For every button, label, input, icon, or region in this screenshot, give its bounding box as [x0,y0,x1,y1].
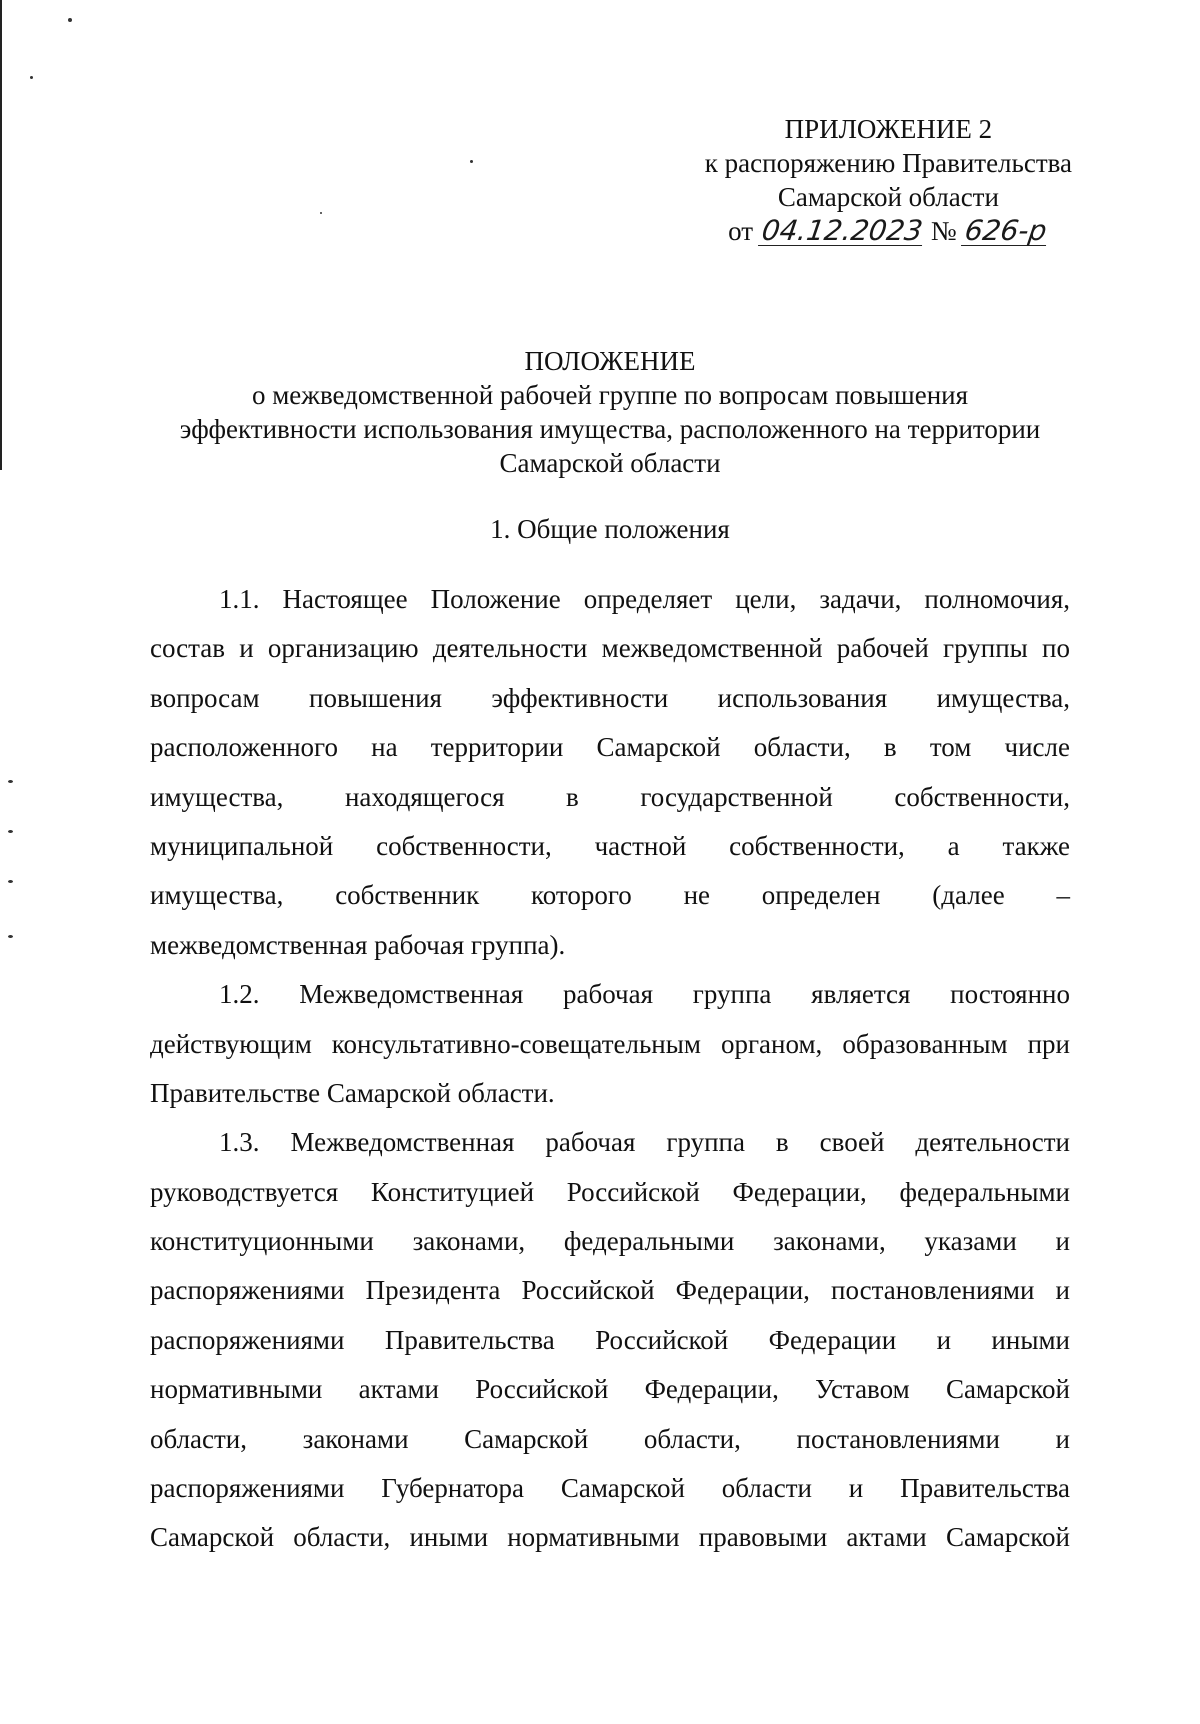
title-line: Самарской области [499,448,721,478]
appendix-reference: к распоряжению Правительства [704,148,1072,178]
scan-speck [320,212,322,214]
scan-speck [8,780,13,783]
text-line: распоряжениями Правительства Российской Федерации и иными [150,1324,1070,1355]
text-line: расположенного на территории Самарской области, в том числе [150,732,1070,763]
scan-speck [8,830,13,833]
title-line: о межведомственной рабочей группе по вопросам повышения [251,380,969,410]
text-line: области, законами Самарской области, постановлениями и [150,1423,1070,1454]
text-line: конституционными законами, федеральными законами, указами и [150,1226,1070,1257]
number-label: № [930,216,957,246]
scan-edge-mark [0,0,2,470]
appendix-block [705,112,1072,248]
appendix-date-number [705,214,1072,248]
title-line: эффективности использования имущества, расположенного на территории [179,414,1041,444]
text-line: 1.1. Настоящее Положение определяет цели, задачи, полномочия, [219,584,1070,614]
scan-speck [8,935,13,938]
text-line: 1.3. Межведомственная рабочая группа в своей деятельности [219,1127,1070,1158]
text-line: действующим консультативно-совещательным органом, образованным при [150,1028,1070,1059]
text-line: Самарской области, иными нормативными правовыми актами Самарской [150,1522,1070,1553]
title-main: ПОЛОЖЕНИЕ [524,346,696,376]
text-line: состав и организацию деятельности межведомственной рабочей группы по [150,633,1070,664]
body-text [150,575,1070,1563]
document-title [150,344,1070,480]
appendix-region: Самарской области [777,182,999,212]
handwritten-date: 04.12.2023 [759,214,925,247]
scan-speck [30,76,33,79]
text-line: нормативными актами Российской Федерации, Уставом Самарской [150,1374,1070,1405]
text-line: имущества, находящегося в государственной собственности, [150,781,1070,812]
paragraph-1-3 [150,1118,1070,1563]
handwritten-number: 626-р [963,214,1050,247]
from-label: от [728,216,754,246]
text-line: 1.2. Межведомственная рабочая группа является постоянно [219,979,1070,1010]
scan-speck [68,18,72,22]
section-heading: 1. Общие положения [490,514,730,544]
text-line: вопросам повышения эффективности использования имущества, [150,682,1070,713]
text-line: имущества, собственник которого не определен (далее – [150,880,1070,911]
scan-speck [8,880,13,883]
paragraph-1-2 [150,970,1070,1118]
text-line: межведомственная рабочая группа). [150,929,566,960]
text-line: Правительстве Самарской области. [150,1077,555,1108]
text-line: муниципальной собственности, частной собственности, а также [150,830,1070,861]
appendix-title: ПРИЛОЖЕНИЕ 2 [784,114,993,144]
paragraph-1-1 [150,575,1070,970]
text-line: руководствуется Конституцией Российской Федерации, федеральными [150,1176,1070,1207]
text-line: распоряжениями Президента Российской Федерации, постановлениями и [150,1275,1070,1306]
scan-speck [470,160,473,163]
text-line: распоряжениями Губернатора Самарской области и Правительства [150,1473,1070,1504]
